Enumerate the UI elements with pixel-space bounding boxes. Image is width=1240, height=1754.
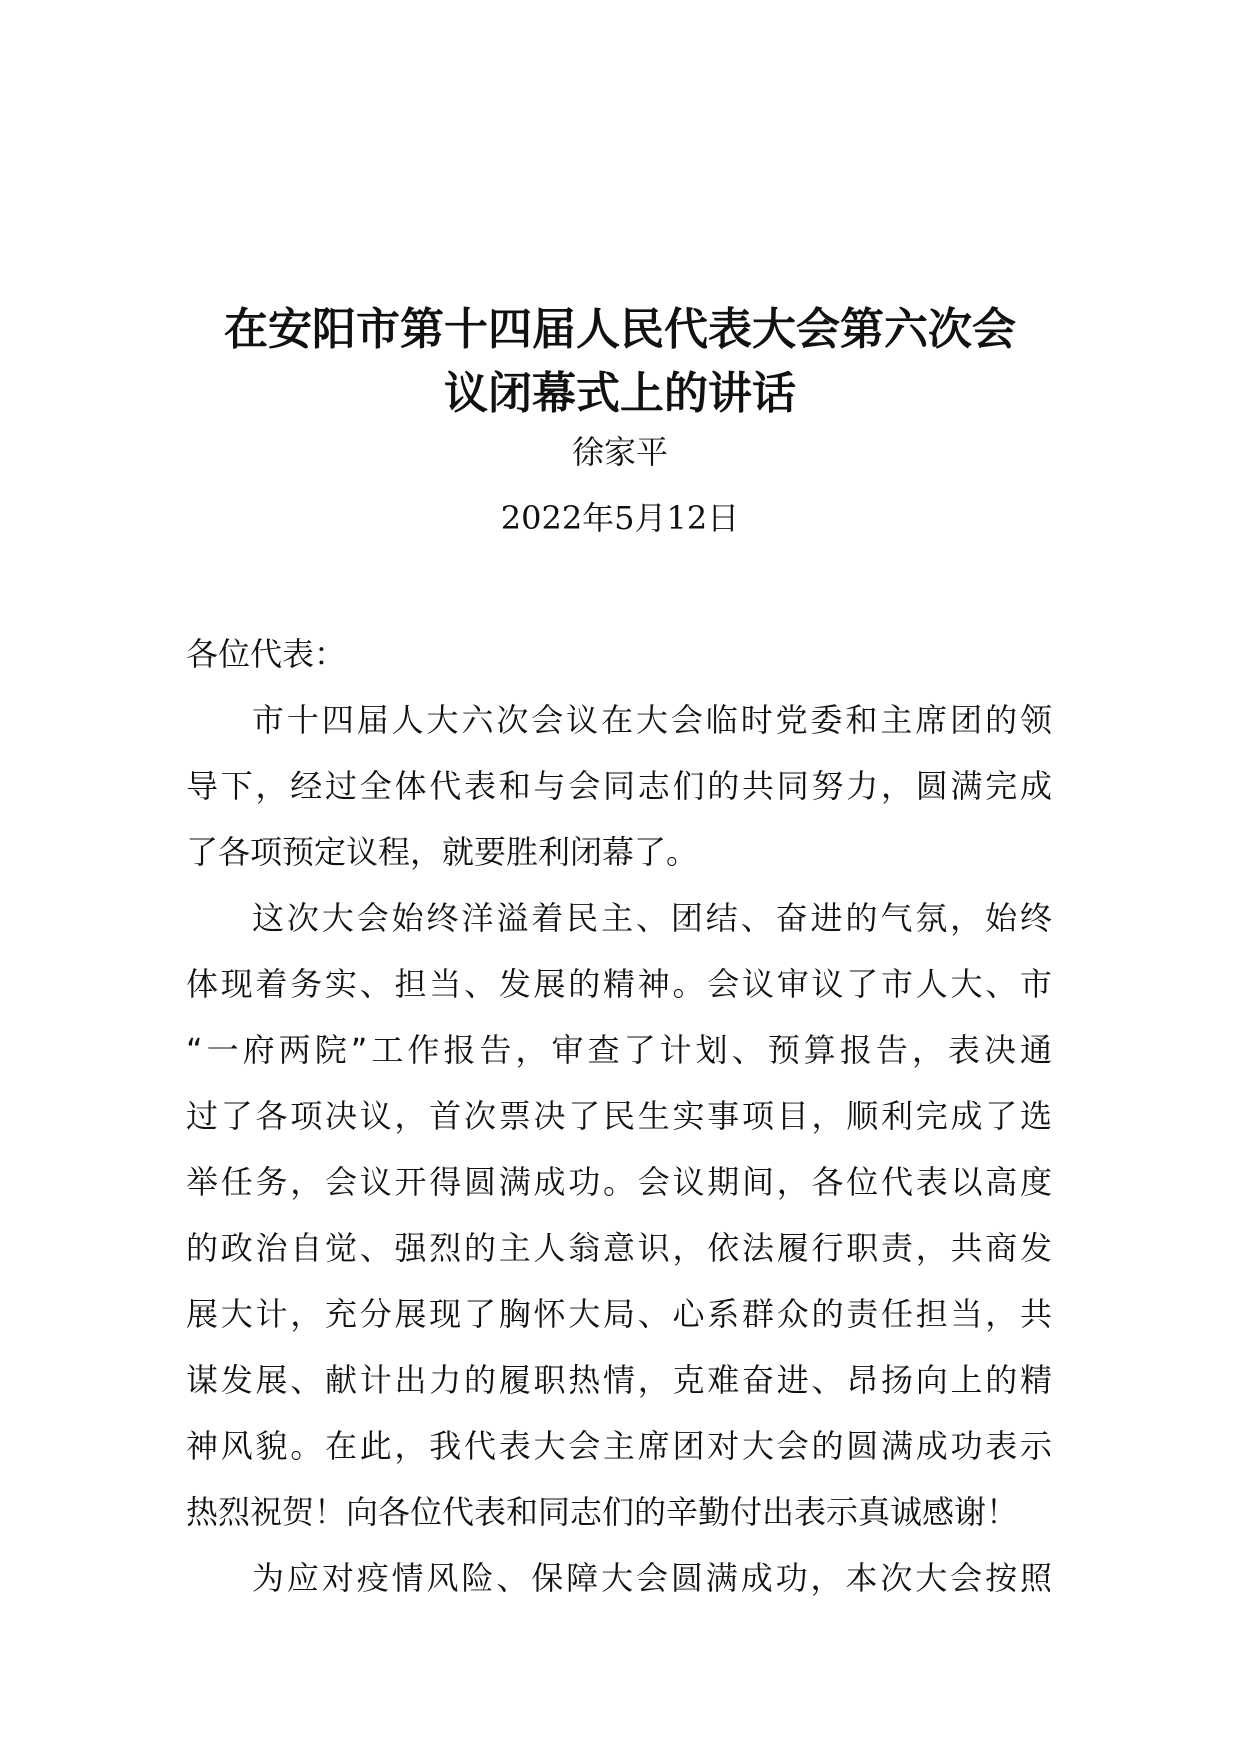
paragraph-line: 的政治自觉、强烈的主人翁意识，依法履行职责，共商发 [186, 1229, 1052, 1267]
paragraph-line: 导下，经过全体代表和与会同志们的共同努力，圆满完成 [186, 767, 1052, 805]
paragraph-line: 体现着务实、担当、发展的精神。会议审议了市人大、市 [186, 965, 1052, 1003]
document-title-line-1: 在安阳市第十四届人民代表大会第六次会 [224, 304, 1016, 355]
paragraph-line: 过了各项决议，首次票决了民生实事项目，顺利完成了选 [186, 1097, 1052, 1135]
paragraph-2 [186, 885, 1052, 1545]
paragraph-line: 为应对疫情风险、保障大会圆满成功，本次大会按照 [252, 1559, 1052, 1597]
document-date: 2022年5月12日 [500, 499, 740, 537]
paragraph-line: 谋发展、献计出力的履职热情，克难奋进、昂扬向上的精 [186, 1361, 1052, 1399]
paragraph-3 [186, 1545, 1052, 1611]
paragraph-1 [186, 687, 1052, 885]
document-title-line-2: 议闭幕式上的讲话 [444, 368, 796, 419]
paragraph-line: “一府两院”工作报告，审查了计划、预算报告，表决通 [186, 1031, 1052, 1069]
paragraph-line: 这次大会始终洋溢着民主、团结、奋进的气氛，始终 [252, 899, 1052, 937]
paragraph-line: 举任务，会议开得圆满成功。会议期间，各位代表以高度 [186, 1163, 1052, 1201]
paragraph-line: 市十四届人大六次会议在大会临时党委和主席团的领 [252, 701, 1052, 739]
paragraph-line: 神风貌。在此，我代表大会主席团对大会的圆满成功表示 [186, 1427, 1052, 1465]
greeting: 各位代表： [186, 635, 347, 673]
paragraph-line: 热烈祝贺！向各位代表和同志们的辛勤付出表示真诚感谢！ [186, 1493, 1019, 1531]
paragraph-line: 了各项预定议程，就要胜利闭幕了。 [186, 833, 699, 871]
paragraph-line: 展大计，充分展现了胸怀大局、心系群众的责任担当，共 [186, 1295, 1052, 1333]
document-author: 徐家平 [571, 433, 668, 471]
